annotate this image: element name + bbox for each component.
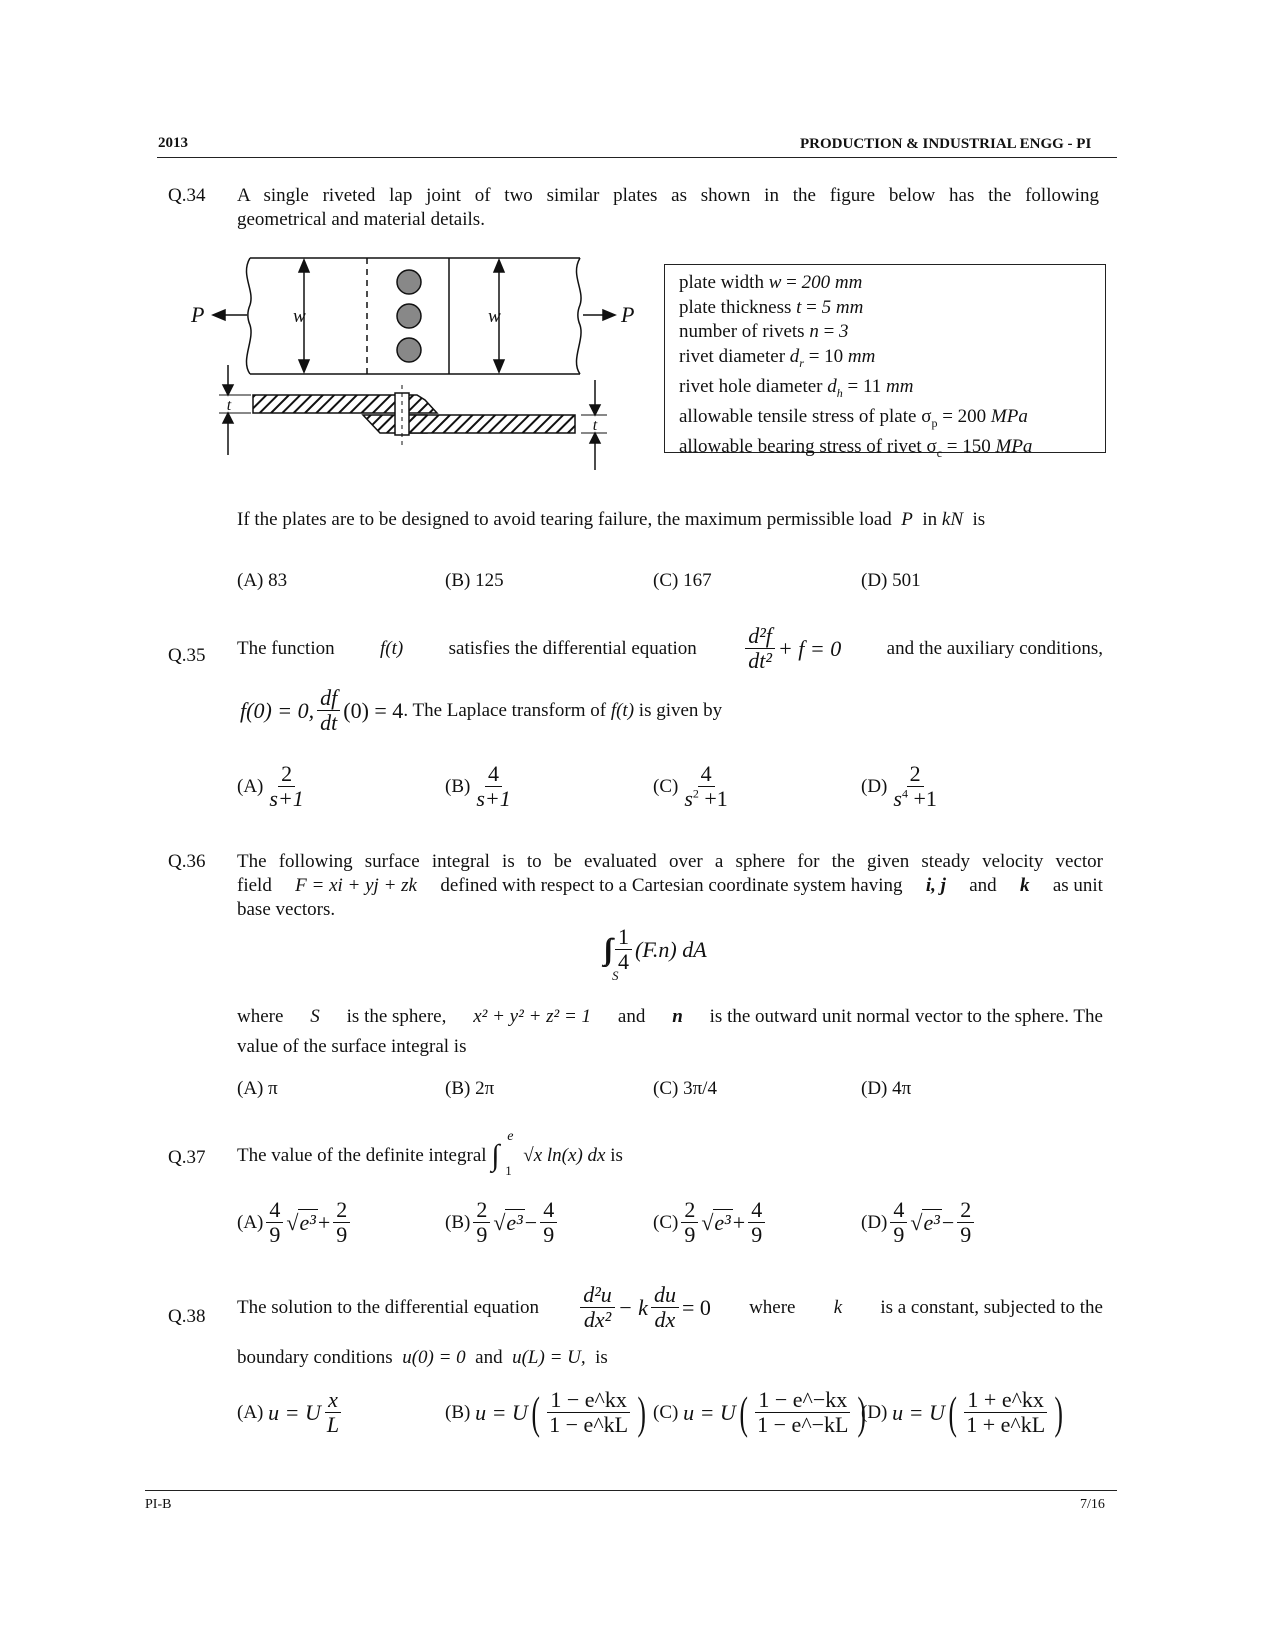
q35-option-a[interactable]: (A) $\frac{2}{s+1}$ [237,761,304,812]
section-view [253,385,575,445]
q35-line2: f(0) = 0, $\frac{df}{dt}$ (0) = 4 . The Laplace transform of f(t) is given by [240,685,723,736]
q36-line3: base vectors. [237,899,336,920]
q34-number: Q.34 [168,185,206,206]
width-label-left: w [293,306,306,327]
q34-question: If the plates are to be designed to avoid tearing failure, the maximum permissible load P in kN is [237,509,986,530]
q37-option-a[interactable]: (A) $\frac{4}{9}$ √e³ + $\frac{2}{9}$ [237,1198,353,1247]
q36-line2: field F = xi + yj + zk defined with respect to a Cartesian coordinate system having i, j and k as unit [237,875,1103,896]
prop-rivet-diameter: rivet diameter $d_r = 10$ mm [679,345,876,370]
header-rule [157,157,1117,158]
q36-option-c[interactable]: (C) 3π/4 [653,1078,717,1099]
q38-line1: The solution to the differential equation $\frac{\text{d²u}}{\text{dx²}}$ − k $\frac{du}{dx}$ = 0 where k is a constant, subjected to the [237,1282,1103,1333]
q34-intro-line2: geometrical and material details. [237,209,485,230]
q36-where-line: where S is the sphere, x² + y² + z² = 1 and n is the outward unit normal vector to the sphere. The [237,1006,1103,1027]
load-left-label: P [191,302,205,327]
q34-properties-box [664,264,1106,461]
prop-tensile-stress: allowable tensile stress of plate $\sigma_p = 200$ MPa [679,406,1028,430]
q37-integral-sign: ∫ e 1 [491,1129,514,1178]
footer-rule [145,1490,1117,1491]
q38-option-b[interactable]: (B) u = U ( $\frac{1 - e\^{}kx}{1 - e\^{}kL}$ ) [445,1386,646,1438]
q34-option-a[interactable]: (A) 83 [237,570,288,591]
q36-option-d[interactable]: (D) 4π [861,1078,912,1099]
q35-option-d[interactable]: (D) $\frac{2}{s^4 +1}$ [861,761,937,812]
thickness-label-right: t [592,417,598,434]
header-year: 2013 [158,135,188,151]
footer-code: PI-B [145,1497,172,1512]
q35-option-c[interactable]: (C) $\frac{4}{s^2 +1}$ [653,761,728,812]
q37-option-d[interactable]: (D) $\frac{4}{9}$ √e³ − $\frac{2}{9}$ [861,1198,977,1247]
q37-option-c[interactable]: (C) $\frac{2}{9}$ √e³ + $\frac{4}{9}$ [653,1198,768,1247]
q35-option-b[interactable]: (B) $\frac{4}{s+1}$ [445,761,511,812]
thickness-label-left: t [226,397,232,414]
q38-option-d[interactable]: (D) u = U ( $\frac{1 + e\^{}kx}{1 + e\^{}kL}$ ) [861,1386,1064,1438]
prop-plate-thickness: plate thickness t = 5 mm [679,296,864,318]
q34-option-c[interactable]: (C) 167 [653,570,712,591]
q36-number: Q.36 [168,851,206,872]
q36-line5: value of the surface integral is [237,1036,467,1057]
prop-plate-width: plate width w = 200 mm [679,272,863,293]
q35-number: Q.35 [168,645,206,666]
q36-option-b[interactable]: (B) 2π [445,1078,495,1099]
q37-line: The value of the definite integral ∫ e 1 √x ln(x) dx is [237,1129,623,1178]
q34-intro-line1: A single riveted lap joint of two similar plates as shown in the figure below has the following [237,185,1099,206]
q37-option-b[interactable]: (B) $\frac{2}{9}$ √e³ − $\frac{4}{9}$ [445,1198,560,1247]
q34-option-b[interactable]: (B) 125 [445,570,504,591]
rivet-icon [397,304,421,328]
q36-option-a[interactable]: (A) π [237,1078,278,1099]
q38-option-a[interactable]: (A) u = U $\frac{x}{L}$ [237,1387,340,1438]
q38-number: Q.38 [168,1306,206,1327]
load-right-label: P [621,302,635,327]
q38-option-c[interactable]: (C) u = U ( $\frac{1 - e\^{}-kx}{1 - e\^{}-kL}$ ) [653,1386,867,1438]
rivet-icon [397,270,421,294]
prop-rivet-hole-diameter: rivet hole diameter $d_h = 11$ mm [679,375,914,400]
lap-joint-figure [191,250,635,500]
width-label-right: w [488,306,501,327]
footer-page-number: 7/16 [1080,1497,1105,1512]
q36-line1: The following surface integral is to be evaluated over a sphere for the given steady velocity vector [237,851,1103,872]
q36-integral-sub: S [612,968,619,983]
q36-integral: $\frac{1}{4}$ (F.n) dA [605,925,707,974]
rivet-icon [397,338,421,362]
q35-line1: The function f(t) satisfies the differential equation $\frac{\text{d²f}}{\text{dt²}}$ + f = 0 and the auxiliary conditions, [237,623,1103,674]
prop-number-rivets: number of rivets n = 3 [679,321,849,342]
q38-line2: boundary conditions u(0) = 0 and u(L) = U, is [237,1347,608,1368]
q37-number: Q.37 [168,1147,206,1168]
prop-bearing-stress: allowable bearing stress of rivet $\sigma_c = 150$ MPa [679,436,1033,461]
header-subject: PRODUCTION & INDUSTRIAL ENGG - PI [800,136,1092,152]
q34-option-d[interactable]: (D) 501 [861,570,921,591]
